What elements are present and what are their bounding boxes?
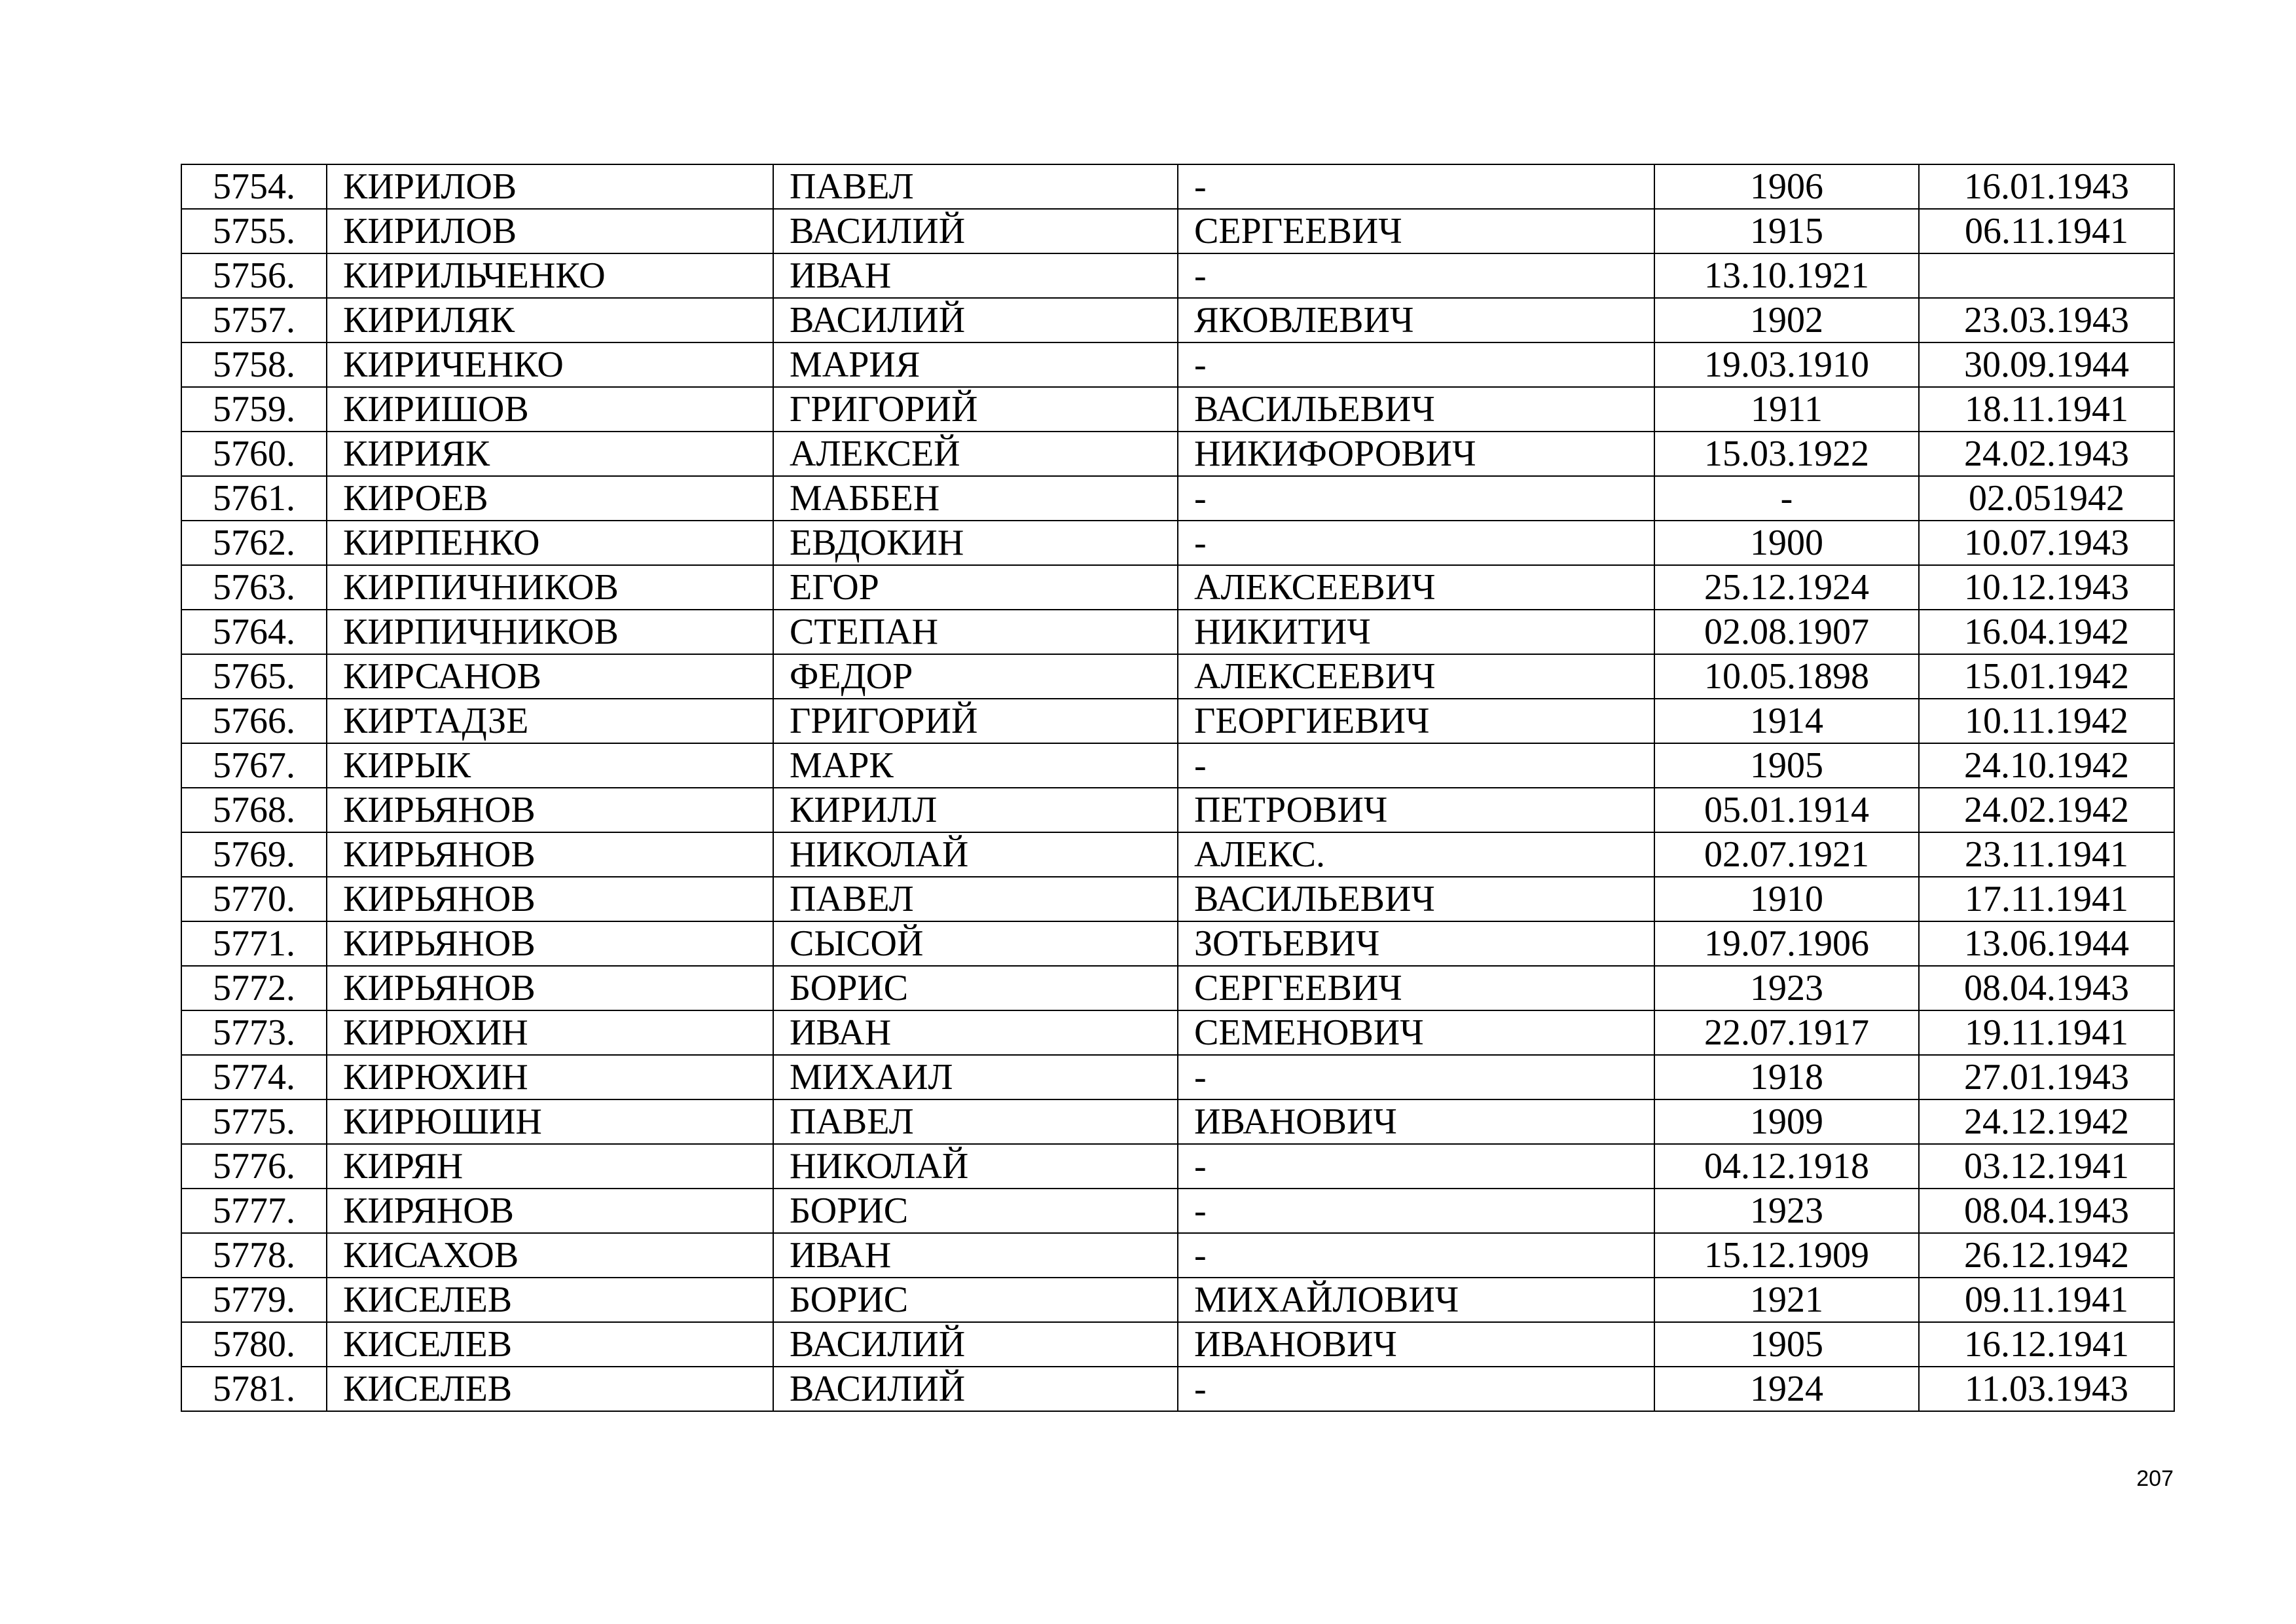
birth-date-cell: 1911 (1654, 387, 1919, 432)
first-name-cell: НИКОЛАЙ (773, 1144, 1178, 1189)
death-date-cell: 10.11.1942 (1919, 699, 2174, 743)
first-name-cell: ФЕДОР (773, 654, 1178, 699)
birth-date-cell: 04.12.1918 (1654, 1144, 1919, 1189)
death-date-cell: 06.11.1941 (1919, 209, 2174, 253)
record-number-cell: 5770. (181, 877, 327, 921)
surname-cell: КИРИЛОВ (327, 209, 773, 253)
record-number-cell: 5761. (181, 476, 327, 521)
first-name-cell: БОРИС (773, 1278, 1178, 1322)
first-name-cell: ИВАН (773, 1233, 1178, 1278)
surname-cell: КИРСАНОВ (327, 654, 773, 699)
patronymic-cell: СЕМЕНОВИЧ (1178, 1010, 1654, 1055)
birth-date-cell: 10.05.1898 (1654, 654, 1919, 699)
record-number-cell: 5771. (181, 921, 327, 966)
surname-cell: КИРЫК (327, 743, 773, 788)
table-row (181, 788, 2174, 832)
death-date-cell: 10.07.1943 (1919, 521, 2174, 565)
record-number-cell: 5772. (181, 966, 327, 1010)
death-date-cell: 26.12.1942 (1919, 1233, 2174, 1278)
death-date-cell: 10.12.1943 (1919, 565, 2174, 610)
table-row (181, 387, 2174, 432)
patronymic-cell: - (1178, 164, 1654, 209)
first-name-cell: ЕВДОКИН (773, 521, 1178, 565)
death-date-cell: 16.01.1943 (1919, 164, 2174, 209)
table-row (181, 253, 2174, 298)
record-number-cell: 5780. (181, 1322, 327, 1367)
birth-date-cell: 1905 (1654, 743, 1919, 788)
first-name-cell: ПАВЕЛ (773, 1099, 1178, 1144)
birth-date-cell: 1921 (1654, 1278, 1919, 1322)
record-number-cell: 5768. (181, 788, 327, 832)
surname-cell: КИРЮХИН (327, 1055, 773, 1099)
patronymic-cell: - (1178, 1233, 1654, 1278)
death-date-cell: 17.11.1941 (1919, 877, 2174, 921)
surname-cell: КИРПИЧНИКОВ (327, 565, 773, 610)
surname-cell: КИРЬЯНОВ (327, 966, 773, 1010)
surname-cell: КИРОЕВ (327, 476, 773, 521)
table-row (181, 432, 2174, 476)
first-name-cell: НИКОЛАЙ (773, 832, 1178, 877)
first-name-cell: ПАВЕЛ (773, 877, 1178, 921)
record-number-cell: 5759. (181, 387, 327, 432)
record-number-cell: 5776. (181, 1144, 327, 1189)
death-date-cell: 15.01.1942 (1919, 654, 2174, 699)
birth-date-cell: 02.08.1907 (1654, 610, 1919, 654)
death-date-cell: 18.11.1941 (1919, 387, 2174, 432)
record-number-cell: 5757. (181, 298, 327, 342)
death-date-cell: 30.09.1944 (1919, 342, 2174, 387)
surname-cell: КИРЮШИН (327, 1099, 773, 1144)
patronymic-cell: ВАСИЛЬЕВИЧ (1178, 387, 1654, 432)
patronymic-cell: - (1178, 1055, 1654, 1099)
record-number-cell: 5756. (181, 253, 327, 298)
surname-cell: КИРИШОВ (327, 387, 773, 432)
record-number-cell: 5777. (181, 1189, 327, 1233)
patronymic-cell: - (1178, 253, 1654, 298)
surname-cell: КИРЬЯНОВ (327, 832, 773, 877)
surname-cell: КИРИЛЬЧЕНКО (327, 253, 773, 298)
surname-cell: КИРИЧЕНКО (327, 342, 773, 387)
death-date-cell: 11.03.1943 (1919, 1367, 2174, 1411)
surname-cell: КИСЕЛЕВ (327, 1278, 773, 1322)
first-name-cell: ВАСИЛИЙ (773, 298, 1178, 342)
first-name-cell: МАРК (773, 743, 1178, 788)
first-name-cell: ИВАН (773, 253, 1178, 298)
birth-date-cell: 1915 (1654, 209, 1919, 253)
first-name-cell: ПАВЕЛ (773, 164, 1178, 209)
table-row (181, 610, 2174, 654)
death-date-cell: 16.12.1941 (1919, 1322, 2174, 1367)
surname-cell: КИСЕЛЕВ (327, 1322, 773, 1367)
birth-date-cell: 1902 (1654, 298, 1919, 342)
record-number-cell: 5763. (181, 565, 327, 610)
surname-cell: КИРЬЯНОВ (327, 877, 773, 921)
table-row (181, 476, 2174, 521)
table-row (181, 1144, 2174, 1189)
first-name-cell: БОРИС (773, 1189, 1178, 1233)
birth-date-cell: 1914 (1654, 699, 1919, 743)
table-row (181, 654, 2174, 699)
table-row (181, 1278, 2174, 1322)
surname-cell: КИРИЛОВ (327, 164, 773, 209)
record-number-cell: 5755. (181, 209, 327, 253)
first-name-cell: КИРИЛЛ (773, 788, 1178, 832)
death-date-cell: 24.02.1943 (1919, 432, 2174, 476)
death-date-cell: 24.02.1942 (1919, 788, 2174, 832)
birth-date-cell: 1910 (1654, 877, 1919, 921)
surname-cell: КИРПИЧНИКОВ (327, 610, 773, 654)
death-date-cell: 08.04.1943 (1919, 966, 2174, 1010)
first-name-cell: ГРИГОРИЙ (773, 387, 1178, 432)
table-row (181, 1055, 2174, 1099)
patronymic-cell: - (1178, 743, 1654, 788)
first-name-cell: СЫСОЙ (773, 921, 1178, 966)
first-name-cell: АЛЕКСЕЙ (773, 432, 1178, 476)
surname-cell: КИРЬЯНОВ (327, 921, 773, 966)
birth-date-cell: 19.07.1906 (1654, 921, 1919, 966)
patronymic-cell: НИКИФОРОВИЧ (1178, 432, 1654, 476)
table-row (181, 1099, 2174, 1144)
record-number-cell: 5766. (181, 699, 327, 743)
patronymic-cell: ВАСИЛЬЕВИЧ (1178, 877, 1654, 921)
death-date-cell: 08.04.1943 (1919, 1189, 2174, 1233)
death-date-cell: 23.11.1941 (1919, 832, 2174, 877)
death-date-cell: 24.10.1942 (1919, 743, 2174, 788)
table-row (181, 921, 2174, 966)
birth-date-cell: - (1654, 476, 1919, 521)
first-name-cell: ВАСИЛИЙ (773, 1367, 1178, 1411)
record-number-cell: 5774. (181, 1055, 327, 1099)
record-number-cell: 5754. (181, 164, 327, 209)
patronymic-cell: - (1178, 1144, 1654, 1189)
birth-date-cell: 1900 (1654, 521, 1919, 565)
record-number-cell: 5775. (181, 1099, 327, 1144)
first-name-cell: СТЕПАН (773, 610, 1178, 654)
first-name-cell: БОРИС (773, 966, 1178, 1010)
birth-date-cell: 1906 (1654, 164, 1919, 209)
patronymic-cell: ПЕТРОВИЧ (1178, 788, 1654, 832)
birth-date-cell: 15.12.1909 (1654, 1233, 1919, 1278)
surname-cell: КИРЮХИН (327, 1010, 773, 1055)
surname-cell: КИСАХОВ (327, 1233, 773, 1278)
death-date-cell: 24.12.1942 (1919, 1099, 2174, 1144)
death-date-cell: 13.06.1944 (1919, 921, 2174, 966)
records-body (181, 164, 2174, 1411)
table-row (181, 164, 2174, 209)
death-date-cell: 16.04.1942 (1919, 610, 2174, 654)
table-row (181, 209, 2174, 253)
table-row (181, 342, 2174, 387)
table-row (181, 565, 2174, 610)
table-row (181, 521, 2174, 565)
table-row (181, 1010, 2174, 1055)
surname-cell: КИРТАДЗЕ (327, 699, 773, 743)
patronymic-cell: ЯКОВЛЕВИЧ (1178, 298, 1654, 342)
first-name-cell: ВАСИЛИЙ (773, 209, 1178, 253)
death-date-cell: 02.051942 (1919, 476, 2174, 521)
patronymic-cell: АЛЕКС. (1178, 832, 1654, 877)
record-number-cell: 5765. (181, 654, 327, 699)
patronymic-cell: СЕРГЕЕВИЧ (1178, 966, 1654, 1010)
record-number-cell: 5779. (181, 1278, 327, 1322)
page-number: 207 (2136, 1466, 2174, 1491)
first-name-cell: МАББЕН (773, 476, 1178, 521)
death-date-cell: 23.03.1943 (1919, 298, 2174, 342)
birth-date-cell: 02.07.1921 (1654, 832, 1919, 877)
table-row (181, 1322, 2174, 1367)
birth-date-cell: 19.03.1910 (1654, 342, 1919, 387)
records-table (181, 164, 2175, 1412)
surname-cell: КИРЯНОВ (327, 1189, 773, 1233)
table-row (181, 699, 2174, 743)
patronymic-cell: СЕРГЕЕВИЧ (1178, 209, 1654, 253)
patronymic-cell: - (1178, 476, 1654, 521)
death-date-cell: 19.11.1941 (1919, 1010, 2174, 1055)
patronymic-cell: ГЕОРГИЕВИЧ (1178, 699, 1654, 743)
record-number-cell: 5769. (181, 832, 327, 877)
record-number-cell: 5758. (181, 342, 327, 387)
table-row (181, 877, 2174, 921)
record-number-cell: 5773. (181, 1010, 327, 1055)
surname-cell: КИРПЕНКО (327, 521, 773, 565)
birth-date-cell: 1923 (1654, 966, 1919, 1010)
birth-date-cell: 25.12.1924 (1654, 565, 1919, 610)
patronymic-cell: - (1178, 1189, 1654, 1233)
table-row (181, 743, 2174, 788)
table-row (181, 1367, 2174, 1411)
table-row (181, 298, 2174, 342)
first-name-cell: ЕГОР (773, 565, 1178, 610)
birth-date-cell: 1918 (1654, 1055, 1919, 1099)
birth-date-cell: 05.01.1914 (1654, 788, 1919, 832)
record-number-cell: 5762. (181, 521, 327, 565)
surname-cell: КИРИЛЯК (327, 298, 773, 342)
birth-date-cell: 13.10.1921 (1654, 253, 1919, 298)
first-name-cell: МАРИЯ (773, 342, 1178, 387)
first-name-cell: МИХАИЛ (773, 1055, 1178, 1099)
birth-date-cell: 1923 (1654, 1189, 1919, 1233)
table-row (181, 1233, 2174, 1278)
death-date-cell (1919, 253, 2174, 298)
surname-cell: КИРЬЯНОВ (327, 788, 773, 832)
patronymic-cell: МИХАЙЛОВИЧ (1178, 1278, 1654, 1322)
surname-cell: КИСЕЛЕВ (327, 1367, 773, 1411)
patronymic-cell: НИКИТИЧ (1178, 610, 1654, 654)
death-date-cell: 27.01.1943 (1919, 1055, 2174, 1099)
first-name-cell: ВАСИЛИЙ (773, 1322, 1178, 1367)
patronymic-cell: АЛЕКСЕЕВИЧ (1178, 565, 1654, 610)
birth-date-cell: 1905 (1654, 1322, 1919, 1367)
table-row (181, 966, 2174, 1010)
patronymic-cell: ИВАНОВИЧ (1178, 1322, 1654, 1367)
table-row (181, 1189, 2174, 1233)
birth-date-cell: 15.03.1922 (1654, 432, 1919, 476)
death-date-cell: 03.12.1941 (1919, 1144, 2174, 1189)
birth-date-cell: 1924 (1654, 1367, 1919, 1411)
birth-date-cell: 22.07.1917 (1654, 1010, 1919, 1055)
first-name-cell: ИВАН (773, 1010, 1178, 1055)
first-name-cell: ГРИГОРИЙ (773, 699, 1178, 743)
patronymic-cell: ИВАНОВИЧ (1178, 1099, 1654, 1144)
patronymic-cell: - (1178, 521, 1654, 565)
record-number-cell: 5781. (181, 1367, 327, 1411)
patronymic-cell: ЗОТЬЕВИЧ (1178, 921, 1654, 966)
record-number-cell: 5778. (181, 1233, 327, 1278)
patronymic-cell: - (1178, 342, 1654, 387)
surname-cell: КИРЯН (327, 1144, 773, 1189)
surname-cell: КИРИЯК (327, 432, 773, 476)
record-number-cell: 5767. (181, 743, 327, 788)
birth-date-cell: 1909 (1654, 1099, 1919, 1144)
death-date-cell: 09.11.1941 (1919, 1278, 2174, 1322)
record-number-cell: 5764. (181, 610, 327, 654)
patronymic-cell: АЛЕКСЕЕВИЧ (1178, 654, 1654, 699)
patronymic-cell: - (1178, 1367, 1654, 1411)
table-row (181, 832, 2174, 877)
record-number-cell: 5760. (181, 432, 327, 476)
